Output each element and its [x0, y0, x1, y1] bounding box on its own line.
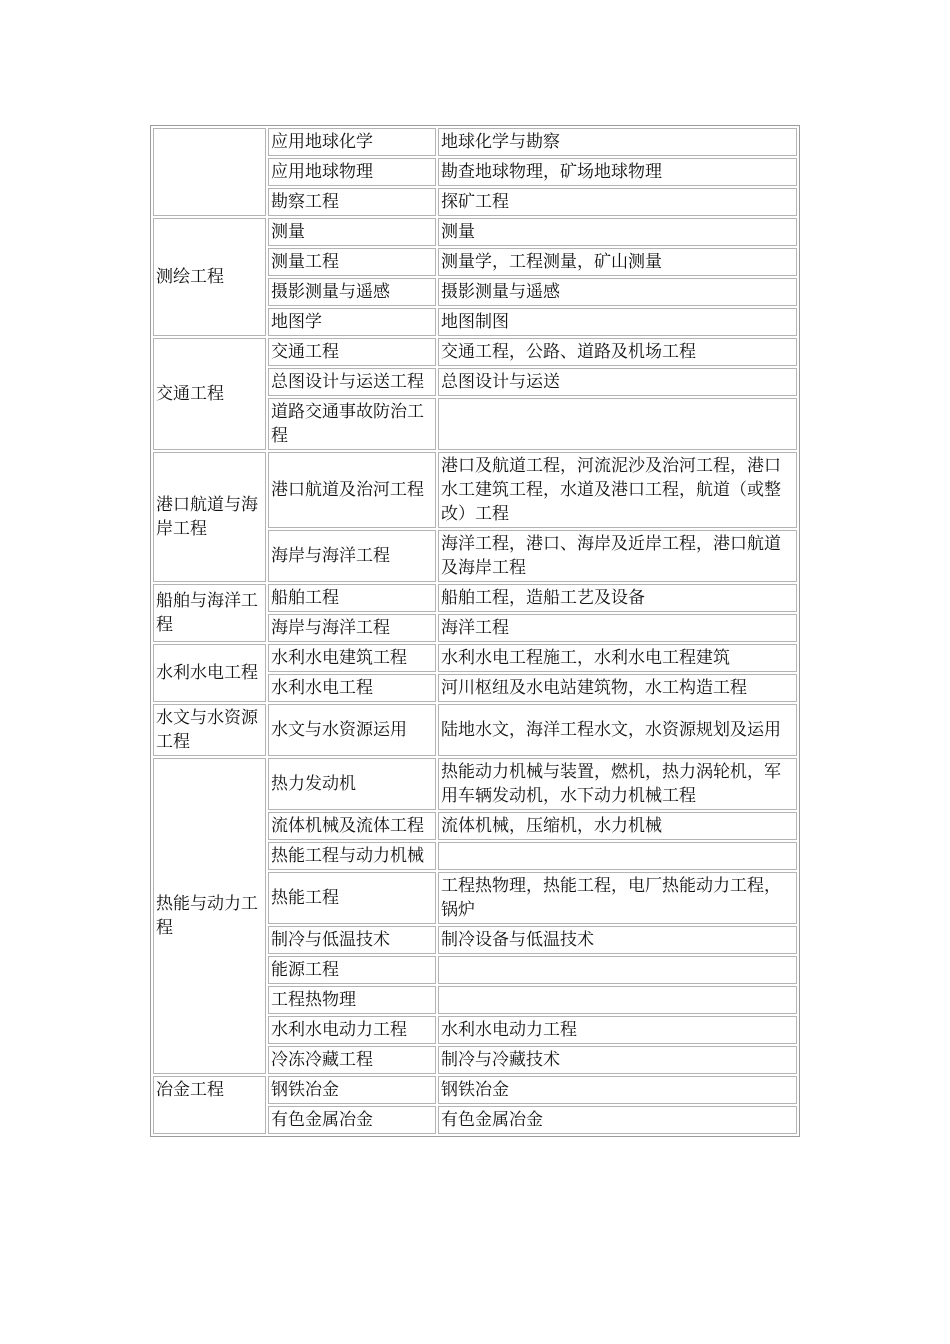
former-major-cell: 陆地水文，海洋工程水文，水资源规划及运用	[438, 704, 797, 756]
major-cell: 应用地球物理	[268, 158, 436, 186]
major-cell: 水利水电工程	[268, 674, 436, 702]
table-row	[153, 1076, 797, 1104]
majors-table	[150, 125, 800, 1137]
category-cell: 交通工程	[153, 338, 266, 450]
major-cell: 冷冻冷藏工程	[268, 1046, 436, 1074]
former-major-cell: 地图制图	[438, 308, 797, 336]
category-cell: 热能与动力工程	[153, 758, 266, 1074]
former-major-cell: 水利水电动力工程	[438, 1016, 797, 1044]
former-major-cell: 地球化学与勘察	[438, 128, 797, 156]
major-cell: 钢铁冶金	[268, 1076, 436, 1104]
former-major-cell: 勘查地球物理，矿场地球物理	[438, 158, 797, 186]
major-cell: 热力发动机	[268, 758, 436, 810]
category-cell: 冶金工程	[153, 1076, 266, 1134]
former-major-cell: 港口及航道工程，河流泥沙及治河工程，港口水工建筑工程，水道及港口工程，航道（或整改）工程	[438, 452, 797, 528]
major-cell: 水利水电动力工程	[268, 1016, 436, 1044]
category-cell: 水文与水资源工程	[153, 704, 266, 756]
major-cell: 热能工程	[268, 872, 436, 924]
major-cell: 海岸与海洋工程	[268, 614, 436, 642]
former-major-cell: 河川枢纽及水电站建筑物，水工构造工程	[438, 674, 797, 702]
major-cell: 摄影测量与遥感	[268, 278, 436, 306]
former-major-cell: 海洋工程	[438, 614, 797, 642]
major-cell: 水文与水资源运用	[268, 704, 436, 756]
former-major-cell	[438, 986, 797, 1014]
former-major-cell: 交通工程，公路、道路及机场工程	[438, 338, 797, 366]
major-cell: 测量	[268, 218, 436, 246]
major-cell: 工程热物理	[268, 986, 436, 1014]
major-cell: 流体机械及流体工程	[268, 812, 436, 840]
major-cell: 海岸与海洋工程	[268, 530, 436, 582]
former-major-cell: 工程热物理，热能工程，电厂热能动力工程，锅炉	[438, 872, 797, 924]
major-cell: 能源工程	[268, 956, 436, 984]
former-major-cell: 总图设计与运送	[438, 368, 797, 396]
major-cell: 地图学	[268, 308, 436, 336]
category-cell: 测绘工程	[153, 218, 266, 336]
table-row	[153, 338, 797, 366]
former-major-cell	[438, 842, 797, 870]
major-cell: 应用地球化学	[268, 128, 436, 156]
major-cell: 有色金属冶金	[268, 1106, 436, 1134]
former-major-cell: 测量学，工程测量，矿山测量	[438, 248, 797, 276]
former-major-cell: 有色金属冶金	[438, 1106, 797, 1134]
former-major-cell: 海洋工程，港口、海岸及近岸工程，港口航道及海岸工程	[438, 530, 797, 582]
major-cell: 制冷与低温技术	[268, 926, 436, 954]
major-cell: 道路交通事故防治工程	[268, 398, 436, 450]
major-cell: 勘察工程	[268, 188, 436, 216]
former-major-cell: 制冷与冷藏技术	[438, 1046, 797, 1074]
former-major-cell: 测量	[438, 218, 797, 246]
former-major-cell: 制冷设备与低温技术	[438, 926, 797, 954]
table-row	[153, 584, 797, 612]
category-cell: 港口航道与海岸工程	[153, 452, 266, 582]
table-row	[153, 218, 797, 246]
major-cell: 测量工程	[268, 248, 436, 276]
former-major-cell	[438, 398, 797, 450]
former-major-cell	[438, 956, 797, 984]
major-cell: 交通工程	[268, 338, 436, 366]
major-cell: 总图设计与运送工程	[268, 368, 436, 396]
major-cell: 水利水电建筑工程	[268, 644, 436, 672]
former-major-cell: 探矿工程	[438, 188, 797, 216]
former-major-cell: 摄影测量与遥感	[438, 278, 797, 306]
former-major-cell: 水利水电工程施工，水利水电工程建筑	[438, 644, 797, 672]
former-major-cell: 热能动力机械与装置，燃机，热力涡轮机，军用车辆发动机，水下动力机械工程	[438, 758, 797, 810]
table-row	[153, 644, 797, 672]
major-cell: 热能工程与动力机械	[268, 842, 436, 870]
category-cell: 水利水电工程	[153, 644, 266, 702]
category-cell	[153, 128, 266, 216]
table-row	[153, 758, 797, 810]
table-row	[153, 452, 797, 528]
table-row	[153, 704, 797, 756]
former-major-cell: 钢铁冶金	[438, 1076, 797, 1104]
former-major-cell: 船舶工程，造船工艺及设备	[438, 584, 797, 612]
category-cell: 船舶与海洋工程	[153, 584, 266, 642]
major-cell: 港口航道及治河工程	[268, 452, 436, 528]
table-row	[153, 128, 797, 156]
major-cell: 船舶工程	[268, 584, 436, 612]
former-major-cell: 流体机械，压缩机，水力机械	[438, 812, 797, 840]
